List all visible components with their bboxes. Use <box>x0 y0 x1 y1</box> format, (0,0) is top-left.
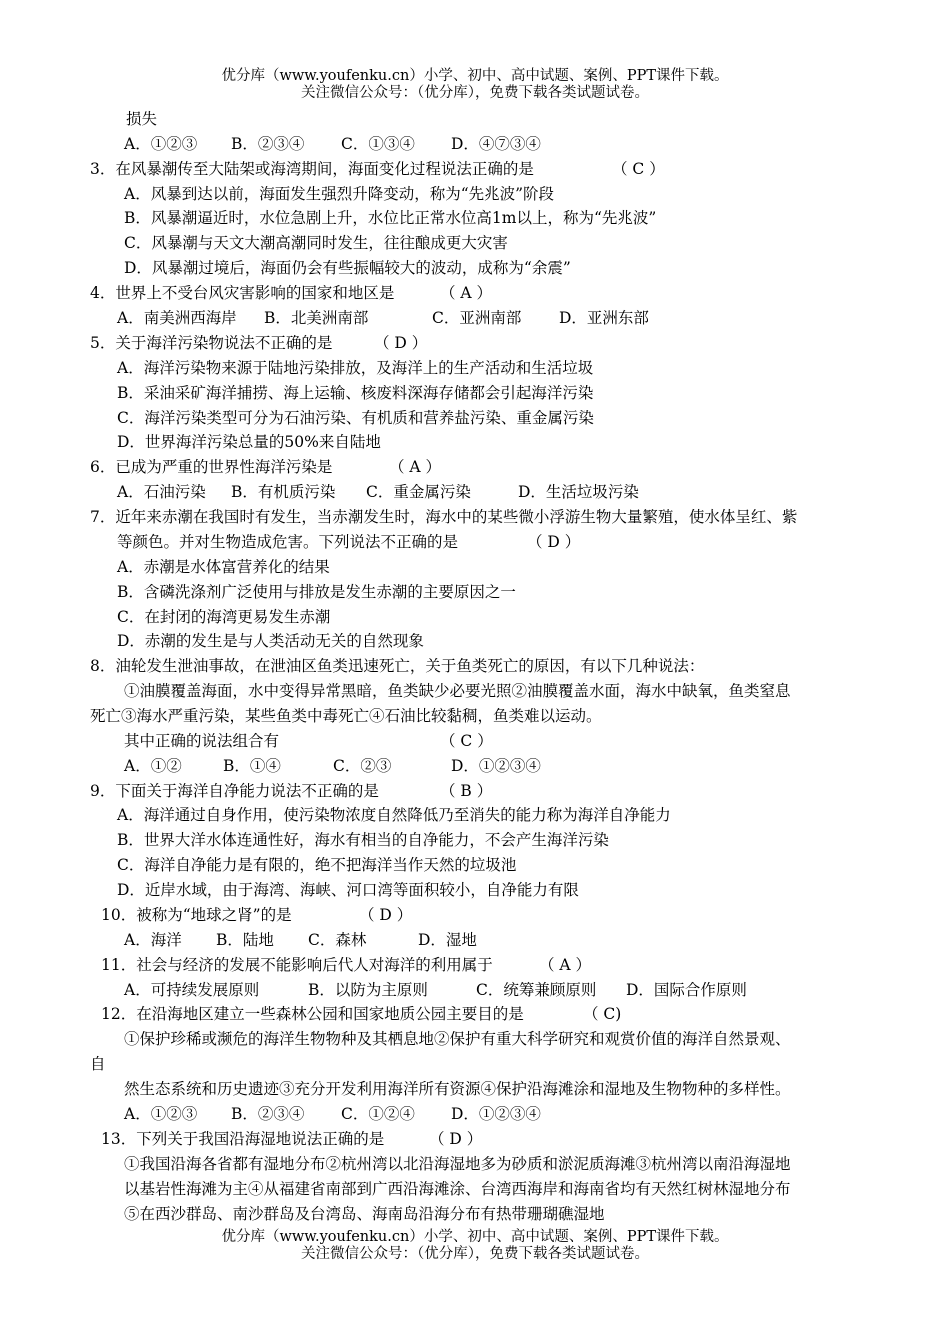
q2-option-d: D．④⑦③④ <box>451 135 541 153</box>
q11-option-b: B．以防为主原则 <box>308 981 428 999</box>
q11-stem: 11．社会与经济的发展不能影响后代人对海洋的利用属于 <box>101 956 493 974</box>
q10-option-d: D．湿地 <box>418 931 477 949</box>
q11-option-a: A．可持续发展原则 <box>124 981 260 999</box>
q13-statements-line-3: ⑤在西沙群岛、南沙群岛及台湾岛、海南岛沿海分布有热带珊瑚礁湿地 <box>124 1205 605 1223</box>
q8-option-a: A．①② <box>124 757 182 775</box>
q11-option-d: D．国际合作原则 <box>626 981 747 999</box>
q3-answer: （ C ） <box>612 160 665 178</box>
q6-option-b: B．有机质污染 <box>231 483 336 501</box>
q12-option-d: D．①②③④ <box>451 1105 541 1123</box>
q7-option-c: C．在封闭的海湾更易发生赤潮 <box>117 608 331 626</box>
q3-option-b: B．风暴潮逼近时，水位急剧上升，水位比正常水位高1m以上，称为“先兆波” <box>124 209 657 227</box>
q10-answer: （ D ） <box>359 906 413 924</box>
q2-option-a: A．①②③ <box>124 135 198 153</box>
q8-prompt: 其中正确的说法组合有 <box>124 732 280 750</box>
q4-option-a: A．南美洲西海岸 <box>117 309 237 327</box>
q6-stem: 6．已成为严重的世界性海洋污染是 <box>90 458 333 476</box>
q3-option-d: D．风暴潮过境后，海面仍会有些振幅较大的波动，成称为“余震” <box>124 259 571 277</box>
q10-option-c: C．森林 <box>308 931 367 949</box>
q9-option-a: A．海洋通过自身作用，使污染物浓度自然降低乃至消失的能力称为海洋自净能力 <box>117 806 671 824</box>
q9-option-d: D．近岸水域，由于海湾、海峡、河口湾等面积较小，自净能力有限 <box>117 881 579 899</box>
q8-option-b: B．①④ <box>223 757 281 775</box>
q5-answer: （ D ） <box>374 334 428 352</box>
q12-answer: （ C) <box>583 1005 622 1023</box>
q13-answer: （ D ） <box>429 1130 483 1148</box>
q12-option-a: A．①②③ <box>124 1105 198 1123</box>
q12-option-b: B．②③④ <box>231 1105 305 1123</box>
q9-answer: （ B ） <box>440 782 493 800</box>
q7-option-b: B．含磷洗涤剂广泛使用与排放是发生赤潮的主要原因之一 <box>117 583 516 601</box>
q12-statements-wrap: 自 <box>90 1055 106 1073</box>
q6-option-a: A．石油污染 <box>117 483 206 501</box>
q5-stem: 5．关于海洋污染物说法不正确的是 <box>90 334 333 352</box>
q7-stem-line-2: 等颜色。并对生物造成危害。下列说法不正确的是 <box>117 533 459 551</box>
q12-statements-line-1: ①保护珍稀或濒危的海洋生物物种及其栖息地②保护有重大科学研究和观赏价值的海洋自然景观、 <box>124 1030 791 1048</box>
q4-option-b: B．北美洲南部 <box>264 309 369 327</box>
q6-option-c: C．重金属污染 <box>366 483 471 501</box>
q7-stem-line-1: 7．近年来赤潮在我国时有发生，当赤潮发生时，海水中的某些微小浮游生物大量繁殖，使水体呈红、紫 <box>90 508 798 526</box>
q11-option-c: C．统筹兼顾原则 <box>476 981 597 999</box>
q13-statements-line-1: ①我国沿海各省都有湿地分布②杭州湾以北沿海湿地多为砂质和淤泥质海滩③杭州湾以南沿海湿地 <box>124 1155 791 1173</box>
page-footer <box>0 1229 950 1263</box>
q6-answer: （ A ） <box>389 458 442 476</box>
q8-answer: （ C ） <box>440 732 493 750</box>
q5-option-c: C．海洋污染类型可分为石油污染、有机质和营养盐污染、重金属污染 <box>117 409 594 427</box>
q11-answer: （ A ） <box>539 956 592 974</box>
q10-option-a: A．海洋 <box>124 931 182 949</box>
q8-statements-line-2: 死亡③海水严重污染，某些鱼类中毒死亡④石油比较黏稠，鱼类难以运动。 <box>90 707 602 725</box>
q8-option-c: C．②③ <box>333 757 392 775</box>
q9-stem: 9．下面关于海洋自净能力说法不正确的是 <box>90 782 379 800</box>
q12-stem: 12．在沿海地区建立一些森林公园和国家地质公园主要目的是 <box>101 1005 524 1023</box>
q8-option-d: D．①②③④ <box>451 757 541 775</box>
q12-statements-line-2: 然生态系统和历史遗迹③充分开发利用海洋所有资源④保护沿海滩涂和湿地及生物物种的多样性。 <box>124 1080 791 1098</box>
q13-stem: 13．下列关于我国沿海湿地说法正确的是 <box>101 1130 385 1148</box>
q13-statements-line-2: 以基岩性海滩为主④从福建省南部到广西沿海滩涂、台湾西海岸和海南省均有天然红树林湿地分布 <box>124 1180 791 1198</box>
q10-option-b: B．陆地 <box>216 931 274 949</box>
page-header <box>0 68 950 102</box>
q2-option-c: C．①③④ <box>341 135 415 153</box>
q4-option-c: C．亚洲南部 <box>432 309 522 327</box>
q7-answer: （ D ） <box>527 533 581 551</box>
q12-option-c: C．①②④ <box>341 1105 415 1123</box>
footer-line-2: 关注微信公众号：（优分库），免费下载各类试题试卷。 <box>301 1246 649 1262</box>
q6-option-d: D．生活垃圾污染 <box>518 483 639 501</box>
q2-continuation: 损失 <box>126 110 158 128</box>
q3-option-a: A．风暴到达以前，海面发生强烈升降变动，称为“先兆波”阶段 <box>124 185 555 203</box>
q3-option-c: C．风暴潮与天文大潮高潮同时发生，往往酿成更大灾害 <box>124 234 508 252</box>
header-line-2: 关注微信公众号：（优分库），免费下载各类试题试卷。 <box>301 85 649 101</box>
q4-option-d: D．亚洲东部 <box>559 309 649 327</box>
q5-option-a: A．海洋污染物来源于陆地污染排放，及海洋上的生产活动和生活垃圾 <box>117 359 594 377</box>
q4-stem: 4．世界上不受台风灾害影响的国家和地区是 <box>90 284 395 302</box>
q7-option-a: A．赤潮是水体富营养化的结果 <box>117 558 330 576</box>
q4-answer: （ A ） <box>440 284 493 302</box>
q8-statements-line-1: ①油膜覆盖海面，水中变得异常黑暗，鱼类缺少必要光照②油膜覆盖水面，海水中缺氧，鱼类窒息 <box>124 682 791 700</box>
q9-option-b: B．世界大洋水体连通性好，海水有相当的自净能力，不会产生海洋污染 <box>117 831 609 849</box>
footer-line-1: 优分库（www.youfenku.cn）小学、初中、高中试题、案例、PPT课件下载。 <box>221 1229 729 1245</box>
q7-option-d: D．赤潮的发生是与人类活动无关的自然现象 <box>117 632 424 650</box>
q10-stem: 10．被称为“地球之肾”的是 <box>101 906 292 924</box>
q3-stem: 3．在风暴潮传至大陆架或海湾期间，海面变化过程说法正确的是 <box>90 160 534 178</box>
header-line-1: 优分库（www.youfenku.cn）小学、初中、高中试题、案例、PPT课件下载。 <box>221 68 729 84</box>
q8-stem: 8．油轮发生泄油事故，在泄油区鱼类迅速死亡，关于鱼类死亡的原因，有以下几种说法： <box>90 657 705 675</box>
q5-option-d: D．世界海洋污染总量的50%来自陆地 <box>117 433 381 451</box>
q9-option-c: C．海洋自净能力是有限的，绝不把海洋当作天然的垃圾池 <box>117 856 517 874</box>
q2-option-b: B．②③④ <box>231 135 305 153</box>
q5-option-b: B．采油采矿海洋捕捞、海上运输、核废料深海存储都会引起海洋污染 <box>117 384 594 402</box>
